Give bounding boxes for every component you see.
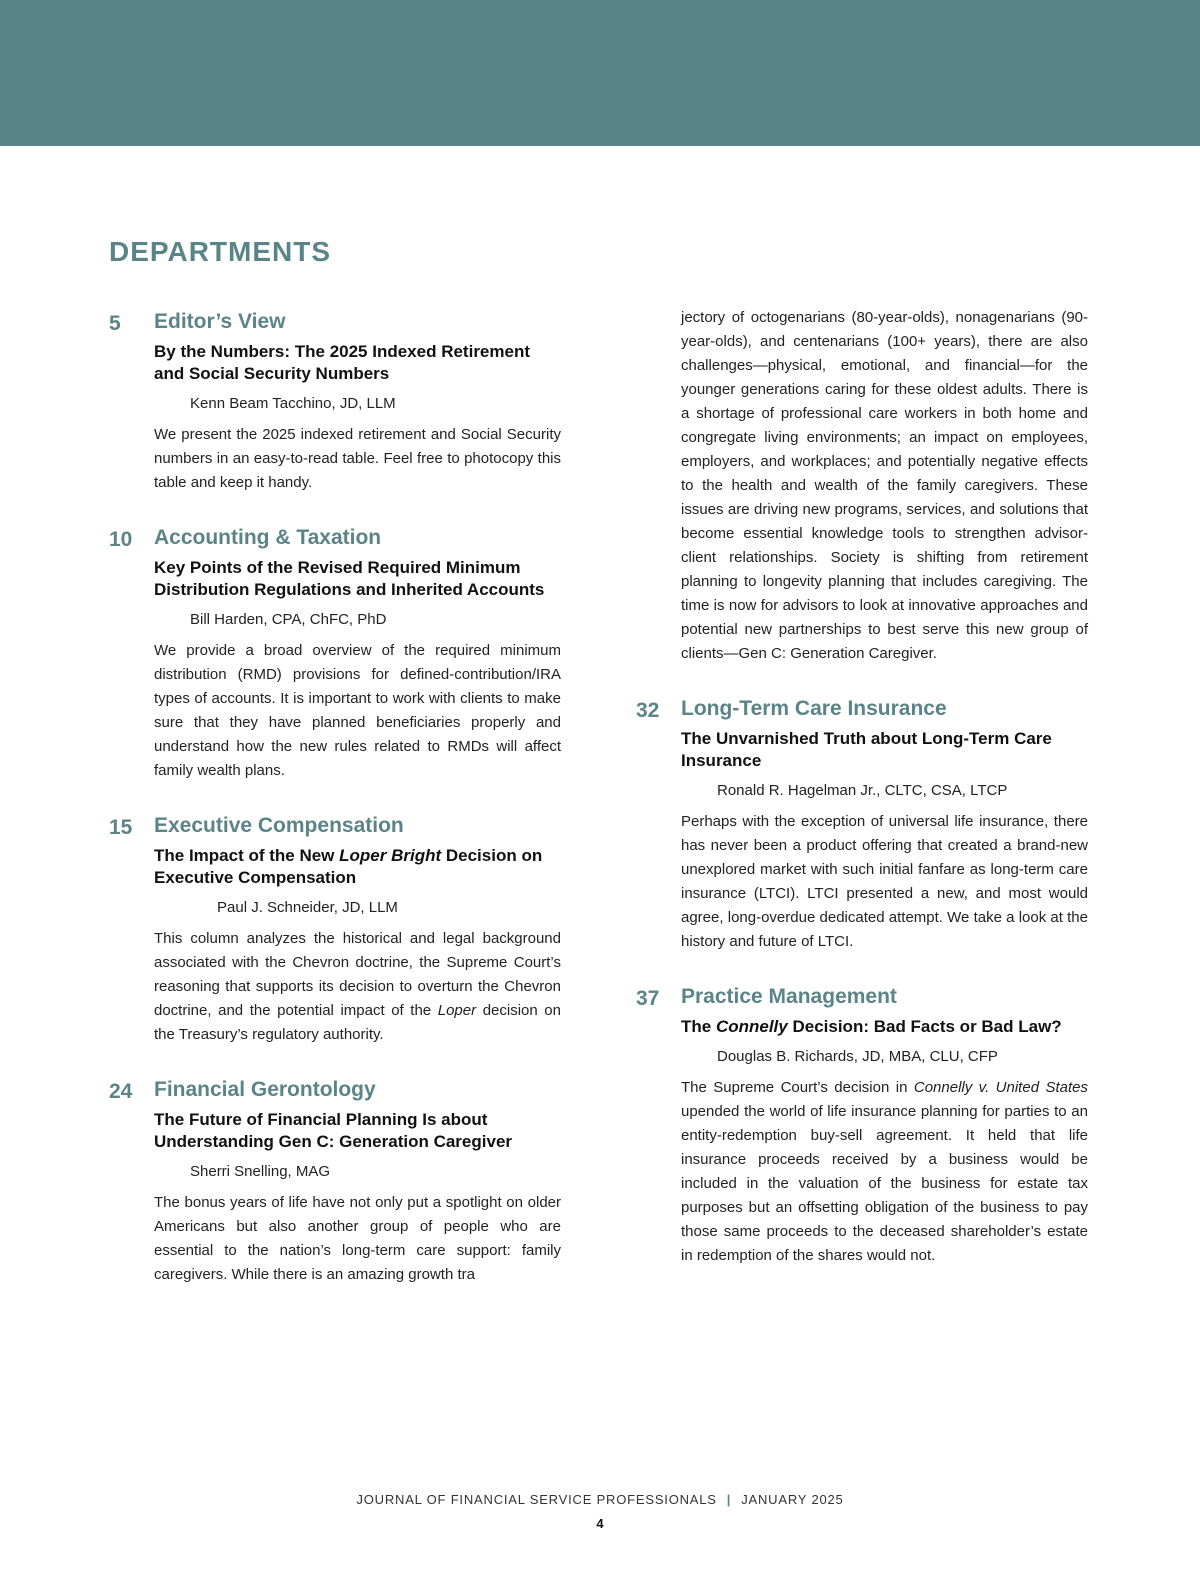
section-title[interactable]: Executive Compensation — [154, 814, 404, 837]
article-author: Paul J. Schneider, JD, LLM — [217, 899, 398, 916]
right-column — [636, 306, 1088, 1298]
article-title[interactable]: The Future of Financial Planning Is about Understanding Gen C: Generation Caregiver — [154, 1110, 513, 1151]
article-summary: The bonus years of life have not only put a spotlight on older Americans but also another group of people who are essential to the nation’s long-term care support: family caregivers. While there is an amazing growth tra — [154, 1194, 561, 1283]
article-title-part: Decision on Executive Compensation — [154, 846, 543, 887]
header-band — [0, 0, 1200, 146]
article-title[interactable] — [681, 1016, 1088, 1038]
entry-page-number: 15 — [109, 816, 133, 839]
section-title[interactable]: Financial Gerontology — [154, 1078, 376, 1101]
article-summary: Perhaps with the exception of universal life insurance, there has never been a product offering that created a brand-new unexplored market with such initial fanfare as long-term care insurance (LTCI). LTCI presented a new, and most would agree, long-overdue dedicated attempt. We take a look at the history and future of LTCI. — [681, 813, 1088, 950]
article-title[interactable] — [154, 845, 561, 889]
toc-entry-executive-compensation — [109, 813, 561, 1047]
summary-part: This column analyzes the historical and legal background associated with the Chevron doctrine, the Supreme Court’s reasoning that supports its decision to overturn the Chevron doctrine, and the potential impact of the — [154, 930, 561, 1019]
toc-entry-financial-gerontology-continued — [636, 306, 1088, 666]
section-title[interactable]: Long-Term Care Insurance — [681, 697, 947, 720]
article-title-emphasis: Loper Bright — [339, 846, 442, 865]
entry-page-number: 5 — [109, 312, 121, 335]
section-title[interactable]: Editor’s View — [154, 310, 286, 333]
toc-entry-accounting-taxation — [109, 525, 561, 783]
article-summary — [154, 927, 561, 1047]
summary-emphasis: Connelly v. United States — [913, 1079, 1089, 1096]
article-title[interactable]: The Unvarnished Truth about Long-Term Care Insurance — [681, 729, 1052, 770]
article-author: Ronald R. Hagelman Jr., CLTC, CSA, LTCP — [717, 782, 1008, 799]
toc-entry-financial-gerontology — [109, 1077, 561, 1287]
article-author: Bill Harden, CPA, ChFC, PhD — [190, 611, 387, 628]
summary-emphasis: Loper — [437, 1002, 477, 1019]
article-title-part: The Impact of the New — [154, 846, 340, 865]
summary-part: decision on the Treasury’s regulatory authority. — [154, 1002, 561, 1043]
entry-page-number: 10 — [109, 528, 133, 551]
page-number: 4 — [596, 1516, 604, 1531]
entry-page-number: 24 — [109, 1080, 133, 1103]
section-title[interactable]: Practice Management — [681, 985, 897, 1008]
page-title: DEPARTMENTS — [109, 236, 332, 267]
article-summary — [681, 1076, 1088, 1268]
issue-date: JANUARY 2025 — [741, 1492, 844, 1507]
article-title[interactable]: By the Numbers: The 2025 Indexed Retirement and Social Security Numbers — [154, 342, 531, 383]
article-author: Kenn Beam Tacchino, JD, LLM — [190, 395, 396, 412]
journal-name: JOURNAL OF FINANCIAL SERVICE PROFESSIONALS — [356, 1492, 717, 1507]
article-summary: We provide a broad overview of the required minimum distribution (RMD) provisions for defined-contribution/IRA types of accounts. It is important to work with clients to make sure that they have planned beneficiaries properly and understand how the new rules related to RMDs will affect family wealth plans. — [154, 642, 561, 779]
article-title-part: The — [681, 1017, 716, 1036]
summary-part: upended the world of life insurance planning for parties to an entity-redemption buy-sell agreement. It held that life insurance proceeds received by a business would be included in the valuation of the business for estate tax purposes but an offsetting obligation of the business to pay those same proceeds to the deceased shareholder’s estate in redemption of the shares would not. — [681, 1103, 1088, 1264]
article-title-part: Decision: Bad Facts or Bad Law? — [787, 1017, 1062, 1036]
page-footer — [0, 1492, 1200, 1507]
toc-entry-long-term-care-insurance — [636, 696, 1088, 954]
summary-part: The Supreme Court’s decision in — [681, 1079, 914, 1096]
toc-entry-editors-view — [109, 309, 561, 495]
section-title[interactable]: Accounting & Taxation — [154, 526, 382, 549]
footer-separator: | — [726, 1492, 732, 1507]
entry-page-number: 32 — [636, 699, 660, 722]
article-title-emphasis: Connelly — [715, 1017, 788, 1036]
article-title[interactable]: Key Points of the Revised Required Minimum Distribution Regulations and Inherited Accounts — [154, 558, 545, 599]
article-summary-continued: jectory of octogenarians (80-year-olds), nonagenarians (90-year-olds), and centenarians (100+ years), there are also challenges—physical, emotional, and financial—for the younger generations caring for these oldest adults. There is a shortage of professional care workers in both home and congregate living environments; an impact on employees, employers, and workplaces; and potentially negative effects to the health and wealth of the family caregivers. These issues are driving new programs, services, and solutions that become essential knowledge tools to strengthen advisor-client relationships. Society is shifting from retirement planning to longevity planning that includes caregiving. The time is now for advisors to look at innovative approaches and potential new partnerships to best serve this new group of clients—Gen C: Generation Caregiver. — [681, 309, 1088, 662]
left-column — [109, 306, 561, 1317]
article-author: Sherri Snelling, MAG — [190, 1163, 331, 1180]
toc-entry-practice-management — [636, 984, 1088, 1268]
article-summary: We present the 2025 indexed retirement and Social Security numbers in an easy-to-read table. Feel free to photocopy this table and keep it handy. — [154, 426, 561, 491]
entry-page-number: 37 — [636, 987, 660, 1010]
article-author: Douglas B. Richards, JD, MBA, CLU, CFP — [717, 1048, 998, 1065]
